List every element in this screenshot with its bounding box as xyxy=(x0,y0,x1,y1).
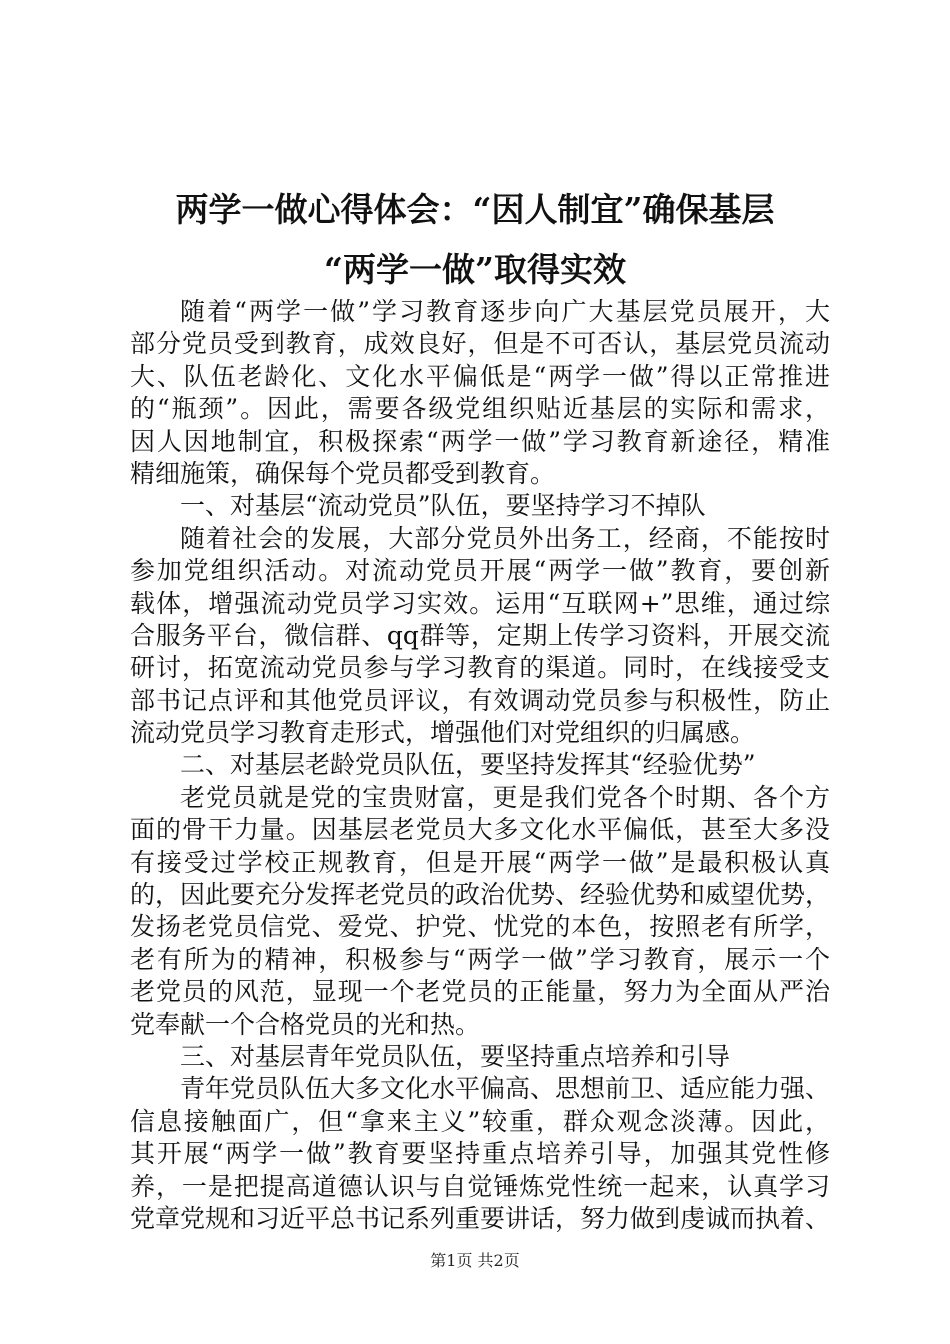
body-text-line: 的，因此要充分发挥老党员的政治优势、经验优势和威望优势， xyxy=(130,880,831,910)
body-text-line: 载体，增强流动党员学习实效。运用“互联网+”思维，通过综 xyxy=(130,588,830,618)
body-text-line: 流动党员学习教育走形式，增强他们对党组织的归属感。 xyxy=(130,718,756,748)
body-text-line: 精细施策，确保每个党员都受到教育。 xyxy=(130,458,556,488)
body-text-line: 因人因地制宜，积极探索“两学一做”学习教育新途径，精准 xyxy=(130,426,830,456)
body-text-line: 三、对基层青年党员队伍，要坚持重点培养和引导 xyxy=(180,1041,731,1071)
page-footer: 第1页 共2页 xyxy=(430,1251,520,1270)
body-text-line: 部分党员受到教育，成效良好，但是不可否认，基层党员流动 xyxy=(130,329,830,359)
body-text-line: 发扬老党员信党、爱党、护党、忧党的本色，按照老有所学， xyxy=(130,912,830,942)
body-text-line: 老党员就是党的宝贵财富，更是我们党各个时期、各个方 xyxy=(180,782,830,812)
body-text-line: 青年党员队伍大多文化水平偏高、思想前卫、适应能力强、 xyxy=(180,1074,831,1104)
body-text-line: 二、对基层老龄党员队伍，要坚持发挥其“经验优势” xyxy=(180,750,756,780)
body-text-line: 党章党规和习近平总书记系列重要讲话，努力做到虔诚而执着、 xyxy=(130,1203,831,1233)
body-text-line: 随着“两学一做”学习教育逐步向广大基层党员展开，大 xyxy=(180,297,830,326)
body-text-line: 其开展“两学一做”教育要坚持重点培养引导，加强其党性修 xyxy=(130,1139,830,1169)
body-text-line: 面的骨干力量。因基层老党员大多文化水平偏低，甚至大多没 xyxy=(130,815,830,845)
document-title-line-2: “两学一做”取得实效 xyxy=(324,250,626,289)
body-text-line: 一、对基层“流动党员”队伍，要坚持学习不掉队 xyxy=(180,491,706,521)
body-text-line: 老党员的风范，显现一个老党员的正能量，努力为全面从严治 xyxy=(130,977,830,1007)
body-text-line: 合服务平台，微信群、qq群等，定期上传学习资料，开展交流 xyxy=(130,620,830,650)
body-text-line: 的“瓶颈”。因此，需要各级党组织贴近基层的实际和需求， xyxy=(130,394,830,424)
body-text-line: 信息接触面广，但“拿来主义”较重，群众观念淡薄。因此， xyxy=(130,1106,830,1136)
document-title-line-1: 两学一做心得体会：“因人制宜”确保基层 xyxy=(175,190,775,229)
body-text-line: 随着社会的发展，大部分党员外出务工，经商，不能按时 xyxy=(180,523,830,553)
body-text-line: 党奉献一个合格党员的光和热。 xyxy=(130,1009,481,1039)
document-body xyxy=(130,296,830,1235)
body-text-line: 老有所为的精神，积极参与“两学一做”学习教育，展示一个 xyxy=(130,944,830,974)
body-text-line: 研讨，拓宽流动党员参与学习教育的渠道。同时，在线接受支 xyxy=(130,653,830,683)
body-text-line: 养，一是把提高道德认识与自觉锤炼党性统一起来，认真学习 xyxy=(130,1171,830,1201)
body-text-line: 有接受过学校正规教育，但是开展“两学一做”是最积极认真 xyxy=(130,847,830,877)
body-text-line: 部书记点评和其他党员评议，有效调动党员参与积极性，防止 xyxy=(130,685,830,715)
body-text-line: 大、队伍老龄化、文化水平偏低是“两学一做”得以正常推进 xyxy=(130,361,830,391)
body-text-line: 参加党组织活动。对流动党员开展“两学一做”教育，要创新 xyxy=(130,556,830,586)
